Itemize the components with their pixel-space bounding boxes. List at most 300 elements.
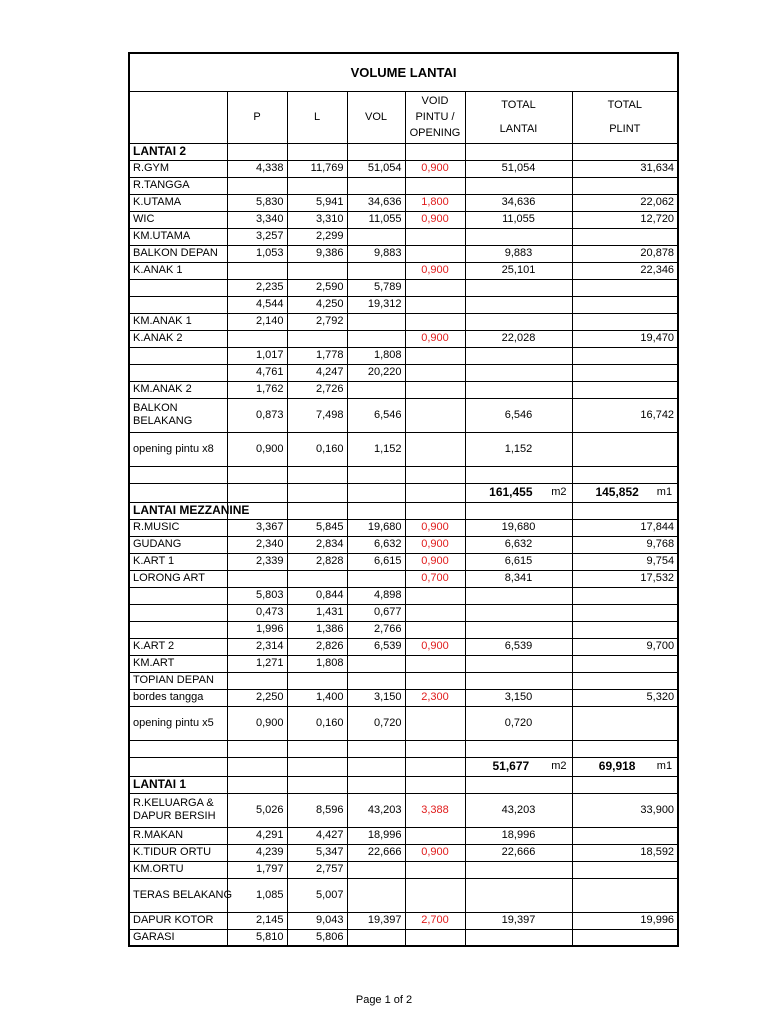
header-void-line-2: PINTU / bbox=[415, 111, 455, 123]
cell-total-lantai bbox=[465, 364, 572, 381]
cell-p: 4,239 bbox=[227, 844, 287, 861]
cell-total-plint: 19,996 bbox=[572, 912, 678, 929]
table-row bbox=[129, 861, 678, 878]
empty-cell bbox=[405, 740, 465, 757]
cell-vol: 6,546 bbox=[347, 398, 405, 432]
empty-cell bbox=[287, 776, 347, 793]
cell-void bbox=[405, 245, 465, 262]
cell-room: DAPUR KOTOR bbox=[129, 912, 227, 929]
cell-vol: 34,636 bbox=[347, 194, 405, 211]
cell-total-lantai bbox=[465, 929, 572, 946]
cell-void bbox=[405, 706, 465, 740]
cell-total-lantai bbox=[465, 861, 572, 878]
table-row bbox=[129, 655, 678, 672]
table-row bbox=[129, 604, 678, 621]
cell-vol: 2,766 bbox=[347, 621, 405, 638]
cell-void bbox=[405, 604, 465, 621]
blank-row bbox=[129, 740, 678, 757]
cell-total-plint bbox=[572, 177, 678, 194]
cell-void: 3,388 bbox=[405, 793, 465, 827]
total-lantai-value: 51,677 bbox=[492, 759, 530, 773]
cell-void: 1,800 bbox=[405, 194, 465, 211]
cell-room bbox=[129, 587, 227, 604]
cell-total-plint bbox=[572, 604, 678, 621]
total-lantai-cell bbox=[465, 757, 572, 776]
section-title: LANTAI MEZZANINE bbox=[129, 502, 227, 519]
cell-l: 4,250 bbox=[287, 296, 347, 313]
cell-p: 0,873 bbox=[227, 398, 287, 432]
cell-vol bbox=[347, 313, 405, 330]
cell-room: R.MUSIC bbox=[129, 519, 227, 536]
empty-cell bbox=[227, 483, 287, 502]
cell-room: BALKON DEPAN bbox=[129, 245, 227, 262]
cell-vol: 11,055 bbox=[347, 211, 405, 228]
cell-room: R.TANGGA bbox=[129, 177, 227, 194]
cell-l: 0,160 bbox=[287, 432, 347, 466]
table-row bbox=[129, 878, 678, 912]
empty-cell bbox=[347, 466, 405, 483]
header-total-lantai bbox=[465, 91, 572, 143]
cell-room: K.ANAK 2 bbox=[129, 330, 227, 347]
header-void bbox=[405, 91, 465, 143]
section-total-row bbox=[129, 757, 678, 776]
table-row bbox=[129, 587, 678, 604]
header-vol: VOL bbox=[347, 91, 405, 143]
cell-room: KM.ANAK 1 bbox=[129, 313, 227, 330]
blank-row bbox=[129, 466, 678, 483]
cell-vol: 3,150 bbox=[347, 689, 405, 706]
cell-vol bbox=[347, 655, 405, 672]
cell-void: 0,700 bbox=[405, 570, 465, 587]
cell-total-lantai: 6,632 bbox=[465, 536, 572, 553]
cell-l bbox=[287, 570, 347, 587]
header-total-plint-line-2: PLINT bbox=[609, 123, 641, 135]
total-lantai-cell bbox=[465, 483, 572, 502]
cell-room bbox=[129, 364, 227, 381]
cell-total-lantai: 0,720 bbox=[465, 706, 572, 740]
empty-cell bbox=[465, 143, 572, 160]
empty-cell bbox=[405, 483, 465, 502]
cell-vol: 9,883 bbox=[347, 245, 405, 262]
empty-cell bbox=[572, 466, 678, 483]
cell-room: LORONG ART bbox=[129, 570, 227, 587]
cell-room: bordes tangga bbox=[129, 689, 227, 706]
cell-room: TERAS BELAKANG bbox=[129, 878, 227, 912]
table-row bbox=[129, 638, 678, 655]
cell-void: 2,300 bbox=[405, 689, 465, 706]
header-row bbox=[129, 91, 678, 143]
cell-total-plint: 5,320 bbox=[572, 689, 678, 706]
cell-p: 3,367 bbox=[227, 519, 287, 536]
cell-total-plint: 22,062 bbox=[572, 194, 678, 211]
cell-void: 0,900 bbox=[405, 330, 465, 347]
cell-total-lantai: 51,054 bbox=[465, 160, 572, 177]
table-row bbox=[129, 330, 678, 347]
cell-l: 1,808 bbox=[287, 655, 347, 672]
cell-l: 3,310 bbox=[287, 211, 347, 228]
empty-cell bbox=[465, 502, 572, 519]
header-name bbox=[129, 91, 227, 143]
cell-room: R.MAKAN bbox=[129, 827, 227, 844]
table-row bbox=[129, 793, 678, 827]
cell-p: 3,257 bbox=[227, 228, 287, 245]
total-lantai-unit: m2 bbox=[551, 486, 567, 498]
cell-void: 0,900 bbox=[405, 844, 465, 861]
cell-p bbox=[227, 672, 287, 689]
cell-p bbox=[227, 262, 287, 279]
cell-p: 2,145 bbox=[227, 912, 287, 929]
header-l: L bbox=[287, 91, 347, 143]
cell-total-lantai: 43,203 bbox=[465, 793, 572, 827]
header-total-lantai-line-2: LANTAI bbox=[499, 123, 538, 135]
cell-l: 5,806 bbox=[287, 929, 347, 946]
cell-p: 4,544 bbox=[227, 296, 287, 313]
cell-l: 2,590 bbox=[287, 279, 347, 296]
table-row bbox=[129, 262, 678, 279]
total-plint-value: 69,918 bbox=[598, 759, 636, 773]
header-total-plint-line-1: TOTAL bbox=[607, 99, 642, 111]
total-plint-wrap bbox=[576, 486, 675, 499]
cell-l: 2,726 bbox=[287, 381, 347, 398]
cell-room: GUDANG bbox=[129, 536, 227, 553]
cell-total-plint bbox=[572, 381, 678, 398]
empty-cell bbox=[227, 776, 287, 793]
table-row bbox=[129, 211, 678, 228]
cell-p: 4,291 bbox=[227, 827, 287, 844]
cell-p: 1,053 bbox=[227, 245, 287, 262]
section-header-row bbox=[129, 502, 678, 519]
cell-total-plint: 31,634 bbox=[572, 160, 678, 177]
cell-total-plint: 22,346 bbox=[572, 262, 678, 279]
cell-room: R.GYM bbox=[129, 160, 227, 177]
header-void-line-1: VOID bbox=[421, 95, 449, 107]
table-row bbox=[129, 245, 678, 262]
table-row bbox=[129, 279, 678, 296]
cell-total-plint bbox=[572, 279, 678, 296]
cell-void bbox=[405, 177, 465, 194]
cell-p: 2,314 bbox=[227, 638, 287, 655]
cell-total-plint bbox=[572, 313, 678, 330]
cell-l: 2,757 bbox=[287, 861, 347, 878]
cell-vol: 4,898 bbox=[347, 587, 405, 604]
cell-total-plint bbox=[572, 587, 678, 604]
cell-total-lantai: 25,101 bbox=[465, 262, 572, 279]
cell-void: 0,900 bbox=[405, 160, 465, 177]
empty-cell bbox=[227, 143, 287, 160]
cell-room bbox=[129, 279, 227, 296]
cell-room: opening pintu x5 bbox=[129, 706, 227, 740]
empty-cell bbox=[287, 757, 347, 776]
cell-l: 5,007 bbox=[287, 878, 347, 912]
empty-cell bbox=[465, 740, 572, 757]
cell-vol bbox=[347, 381, 405, 398]
cell-total-plint: 9,754 bbox=[572, 553, 678, 570]
cell-p bbox=[227, 570, 287, 587]
table-title: VOLUME LANTAI bbox=[129, 53, 678, 91]
cell-total-lantai bbox=[465, 672, 572, 689]
cell-p: 2,339 bbox=[227, 553, 287, 570]
cell-l: 5,845 bbox=[287, 519, 347, 536]
empty-cell bbox=[405, 757, 465, 776]
cell-p: 5,803 bbox=[227, 587, 287, 604]
section-title: LANTAI 2 bbox=[129, 143, 227, 160]
table-row bbox=[129, 553, 678, 570]
cell-total-plint bbox=[572, 878, 678, 912]
cell-l: 0,160 bbox=[287, 706, 347, 740]
cell-p bbox=[227, 330, 287, 347]
table-row bbox=[129, 313, 678, 330]
cell-room: GARASI bbox=[129, 929, 227, 946]
table-row bbox=[129, 347, 678, 364]
cell-total-plint: 33,900 bbox=[572, 793, 678, 827]
empty-cell bbox=[572, 776, 678, 793]
section-header-row bbox=[129, 776, 678, 793]
cell-p: 1,762 bbox=[227, 381, 287, 398]
cell-total-plint: 19,470 bbox=[572, 330, 678, 347]
cell-vol bbox=[347, 878, 405, 912]
cell-total-lantai bbox=[465, 604, 572, 621]
total-plint-cell bbox=[572, 757, 678, 776]
empty-cell bbox=[287, 502, 347, 519]
cell-room: WIC bbox=[129, 211, 227, 228]
cell-void bbox=[405, 381, 465, 398]
cell-room: BALKON BELAKANG bbox=[129, 398, 227, 432]
empty-cell bbox=[347, 740, 405, 757]
cell-total-plint: 18,592 bbox=[572, 844, 678, 861]
cell-l: 9,386 bbox=[287, 245, 347, 262]
empty-cell bbox=[129, 740, 227, 757]
total-lantai-value: 161,455 bbox=[489, 485, 533, 499]
cell-l: 11,769 bbox=[287, 160, 347, 177]
cell-total-lantai: 34,636 bbox=[465, 194, 572, 211]
cell-void: 2,700 bbox=[405, 912, 465, 929]
section-header-row bbox=[129, 143, 678, 160]
cell-vol: 51,054 bbox=[347, 160, 405, 177]
cell-total-lantai: 18,996 bbox=[465, 827, 572, 844]
cell-l bbox=[287, 330, 347, 347]
cell-p: 1,797 bbox=[227, 861, 287, 878]
cell-room: K.UTAMA bbox=[129, 194, 227, 211]
cell-room: K.TIDUR ORTU bbox=[129, 844, 227, 861]
cell-total-lantai: 9,883 bbox=[465, 245, 572, 262]
empty-cell bbox=[227, 740, 287, 757]
empty-cell bbox=[405, 502, 465, 519]
cell-l: 4,247 bbox=[287, 364, 347, 381]
cell-total-lantai: 6,539 bbox=[465, 638, 572, 655]
cell-vol bbox=[347, 177, 405, 194]
cell-void bbox=[405, 364, 465, 381]
total-lantai-wrap bbox=[469, 760, 569, 773]
cell-vol bbox=[347, 861, 405, 878]
empty-cell bbox=[405, 776, 465, 793]
cell-total-lantai bbox=[465, 621, 572, 638]
cell-total-lantai: 8,341 bbox=[465, 570, 572, 587]
table-row bbox=[129, 536, 678, 553]
section-total-row bbox=[129, 483, 678, 502]
cell-l: 2,828 bbox=[287, 553, 347, 570]
cell-vol bbox=[347, 228, 405, 245]
cell-l: 5,941 bbox=[287, 194, 347, 211]
cell-vol: 0,720 bbox=[347, 706, 405, 740]
empty-cell bbox=[465, 466, 572, 483]
cell-vol: 6,632 bbox=[347, 536, 405, 553]
cell-vol: 6,615 bbox=[347, 553, 405, 570]
table-row bbox=[129, 160, 678, 177]
cell-l: 7,498 bbox=[287, 398, 347, 432]
cell-l: 5,347 bbox=[287, 844, 347, 861]
cell-vol: 20,220 bbox=[347, 364, 405, 381]
cell-total-plint bbox=[572, 432, 678, 466]
cell-p: 2,235 bbox=[227, 279, 287, 296]
cell-total-lantai: 22,666 bbox=[465, 844, 572, 861]
table-row bbox=[129, 672, 678, 689]
cell-vol: 43,203 bbox=[347, 793, 405, 827]
volume-table bbox=[128, 52, 679, 947]
cell-l bbox=[287, 672, 347, 689]
table-row bbox=[129, 912, 678, 929]
cell-l: 8,596 bbox=[287, 793, 347, 827]
cell-l: 2,299 bbox=[287, 228, 347, 245]
empty-cell bbox=[347, 483, 405, 502]
cell-total-plint: 16,742 bbox=[572, 398, 678, 432]
cell-p: 1,017 bbox=[227, 347, 287, 364]
table-row bbox=[129, 706, 678, 740]
cell-void bbox=[405, 228, 465, 245]
empty-cell bbox=[572, 143, 678, 160]
cell-vol bbox=[347, 570, 405, 587]
cell-void bbox=[405, 398, 465, 432]
title-row bbox=[129, 53, 678, 91]
cell-total-lantai bbox=[465, 296, 572, 313]
cell-void bbox=[405, 861, 465, 878]
empty-cell bbox=[347, 757, 405, 776]
cell-total-plint bbox=[572, 929, 678, 946]
cell-void bbox=[405, 587, 465, 604]
cell-total-plint bbox=[572, 672, 678, 689]
empty-cell bbox=[347, 776, 405, 793]
total-plint-value: 145,852 bbox=[595, 485, 639, 499]
cell-void: 0,900 bbox=[405, 262, 465, 279]
cell-total-lantai: 6,546 bbox=[465, 398, 572, 432]
cell-total-plint: 9,768 bbox=[572, 536, 678, 553]
cell-room: K.ART 2 bbox=[129, 638, 227, 655]
total-plint-cell bbox=[572, 483, 678, 502]
cell-room: K.ART 1 bbox=[129, 553, 227, 570]
cell-total-lantai bbox=[465, 177, 572, 194]
cell-p: 5,810 bbox=[227, 929, 287, 946]
cell-room bbox=[129, 347, 227, 364]
cell-l: 1,400 bbox=[287, 689, 347, 706]
cell-void bbox=[405, 621, 465, 638]
cell-room: KM.ANAK 2 bbox=[129, 381, 227, 398]
table-row bbox=[129, 194, 678, 211]
header-void-line-3: OPENING bbox=[409, 127, 461, 139]
cell-l: 1,431 bbox=[287, 604, 347, 621]
cell-total-lantai: 6,615 bbox=[465, 553, 572, 570]
table-row bbox=[129, 689, 678, 706]
cell-p: 5,026 bbox=[227, 793, 287, 827]
cell-total-lantai: 3,150 bbox=[465, 689, 572, 706]
cell-l: 1,778 bbox=[287, 347, 347, 364]
table-row bbox=[129, 177, 678, 194]
empty-cell bbox=[347, 502, 405, 519]
cell-p bbox=[227, 177, 287, 194]
cell-vol: 1,808 bbox=[347, 347, 405, 364]
cell-total-lantai bbox=[465, 347, 572, 364]
empty-cell bbox=[572, 740, 678, 757]
cell-p: 4,761 bbox=[227, 364, 287, 381]
cell-void bbox=[405, 279, 465, 296]
cell-room: TOPIAN DEPAN bbox=[129, 672, 227, 689]
cell-total-lantai bbox=[465, 228, 572, 245]
table-row bbox=[129, 929, 678, 946]
cell-room: KM.ORTU bbox=[129, 861, 227, 878]
cell-vol: 22,666 bbox=[347, 844, 405, 861]
header-p: P bbox=[227, 91, 287, 143]
cell-p: 3,340 bbox=[227, 211, 287, 228]
cell-void: 0,900 bbox=[405, 211, 465, 228]
table-row bbox=[129, 621, 678, 638]
cell-l: 2,826 bbox=[287, 638, 347, 655]
cell-p: 1,085 bbox=[227, 878, 287, 912]
cell-total-plint: 17,844 bbox=[572, 519, 678, 536]
cell-total-plint bbox=[572, 706, 678, 740]
cell-void bbox=[405, 878, 465, 912]
cell-vol bbox=[347, 262, 405, 279]
cell-total-plint bbox=[572, 827, 678, 844]
cell-vol: 0,677 bbox=[347, 604, 405, 621]
cell-total-plint: 12,720 bbox=[572, 211, 678, 228]
cell-total-plint bbox=[572, 364, 678, 381]
cell-void bbox=[405, 929, 465, 946]
cell-void: 0,900 bbox=[405, 553, 465, 570]
empty-cell bbox=[465, 776, 572, 793]
cell-p: 0,900 bbox=[227, 432, 287, 466]
cell-void: 0,900 bbox=[405, 638, 465, 655]
total-lantai-unit: m2 bbox=[551, 760, 567, 772]
cell-l: 4,427 bbox=[287, 827, 347, 844]
empty-cell bbox=[405, 466, 465, 483]
cell-total-lantai: 1,152 bbox=[465, 432, 572, 466]
total-plint-wrap bbox=[576, 760, 675, 773]
cell-total-lantai: 22,028 bbox=[465, 330, 572, 347]
empty-cell bbox=[287, 740, 347, 757]
cell-total-lantai bbox=[465, 655, 572, 672]
cell-p: 0,900 bbox=[227, 706, 287, 740]
cell-void bbox=[405, 313, 465, 330]
cell-room: KM.UTAMA bbox=[129, 228, 227, 245]
cell-room: opening pintu x8 bbox=[129, 432, 227, 466]
total-plint-unit: m1 bbox=[656, 486, 673, 498]
cell-room: KM.ART bbox=[129, 655, 227, 672]
cell-total-plint bbox=[572, 347, 678, 364]
cell-l: 9,043 bbox=[287, 912, 347, 929]
cell-total-plint bbox=[572, 621, 678, 638]
cell-total-lantai bbox=[465, 381, 572, 398]
cell-void bbox=[405, 672, 465, 689]
cell-total-lantai: 19,397 bbox=[465, 912, 572, 929]
empty-cell bbox=[347, 143, 405, 160]
cell-vol bbox=[347, 330, 405, 347]
cell-total-plint bbox=[572, 655, 678, 672]
section-title: LANTAI 1 bbox=[129, 776, 227, 793]
table-row bbox=[129, 228, 678, 245]
table-row bbox=[129, 398, 678, 432]
cell-vol: 1,152 bbox=[347, 432, 405, 466]
cell-p: 4,338 bbox=[227, 160, 287, 177]
cell-vol: 19,680 bbox=[347, 519, 405, 536]
cell-total-plint: 20,878 bbox=[572, 245, 678, 262]
